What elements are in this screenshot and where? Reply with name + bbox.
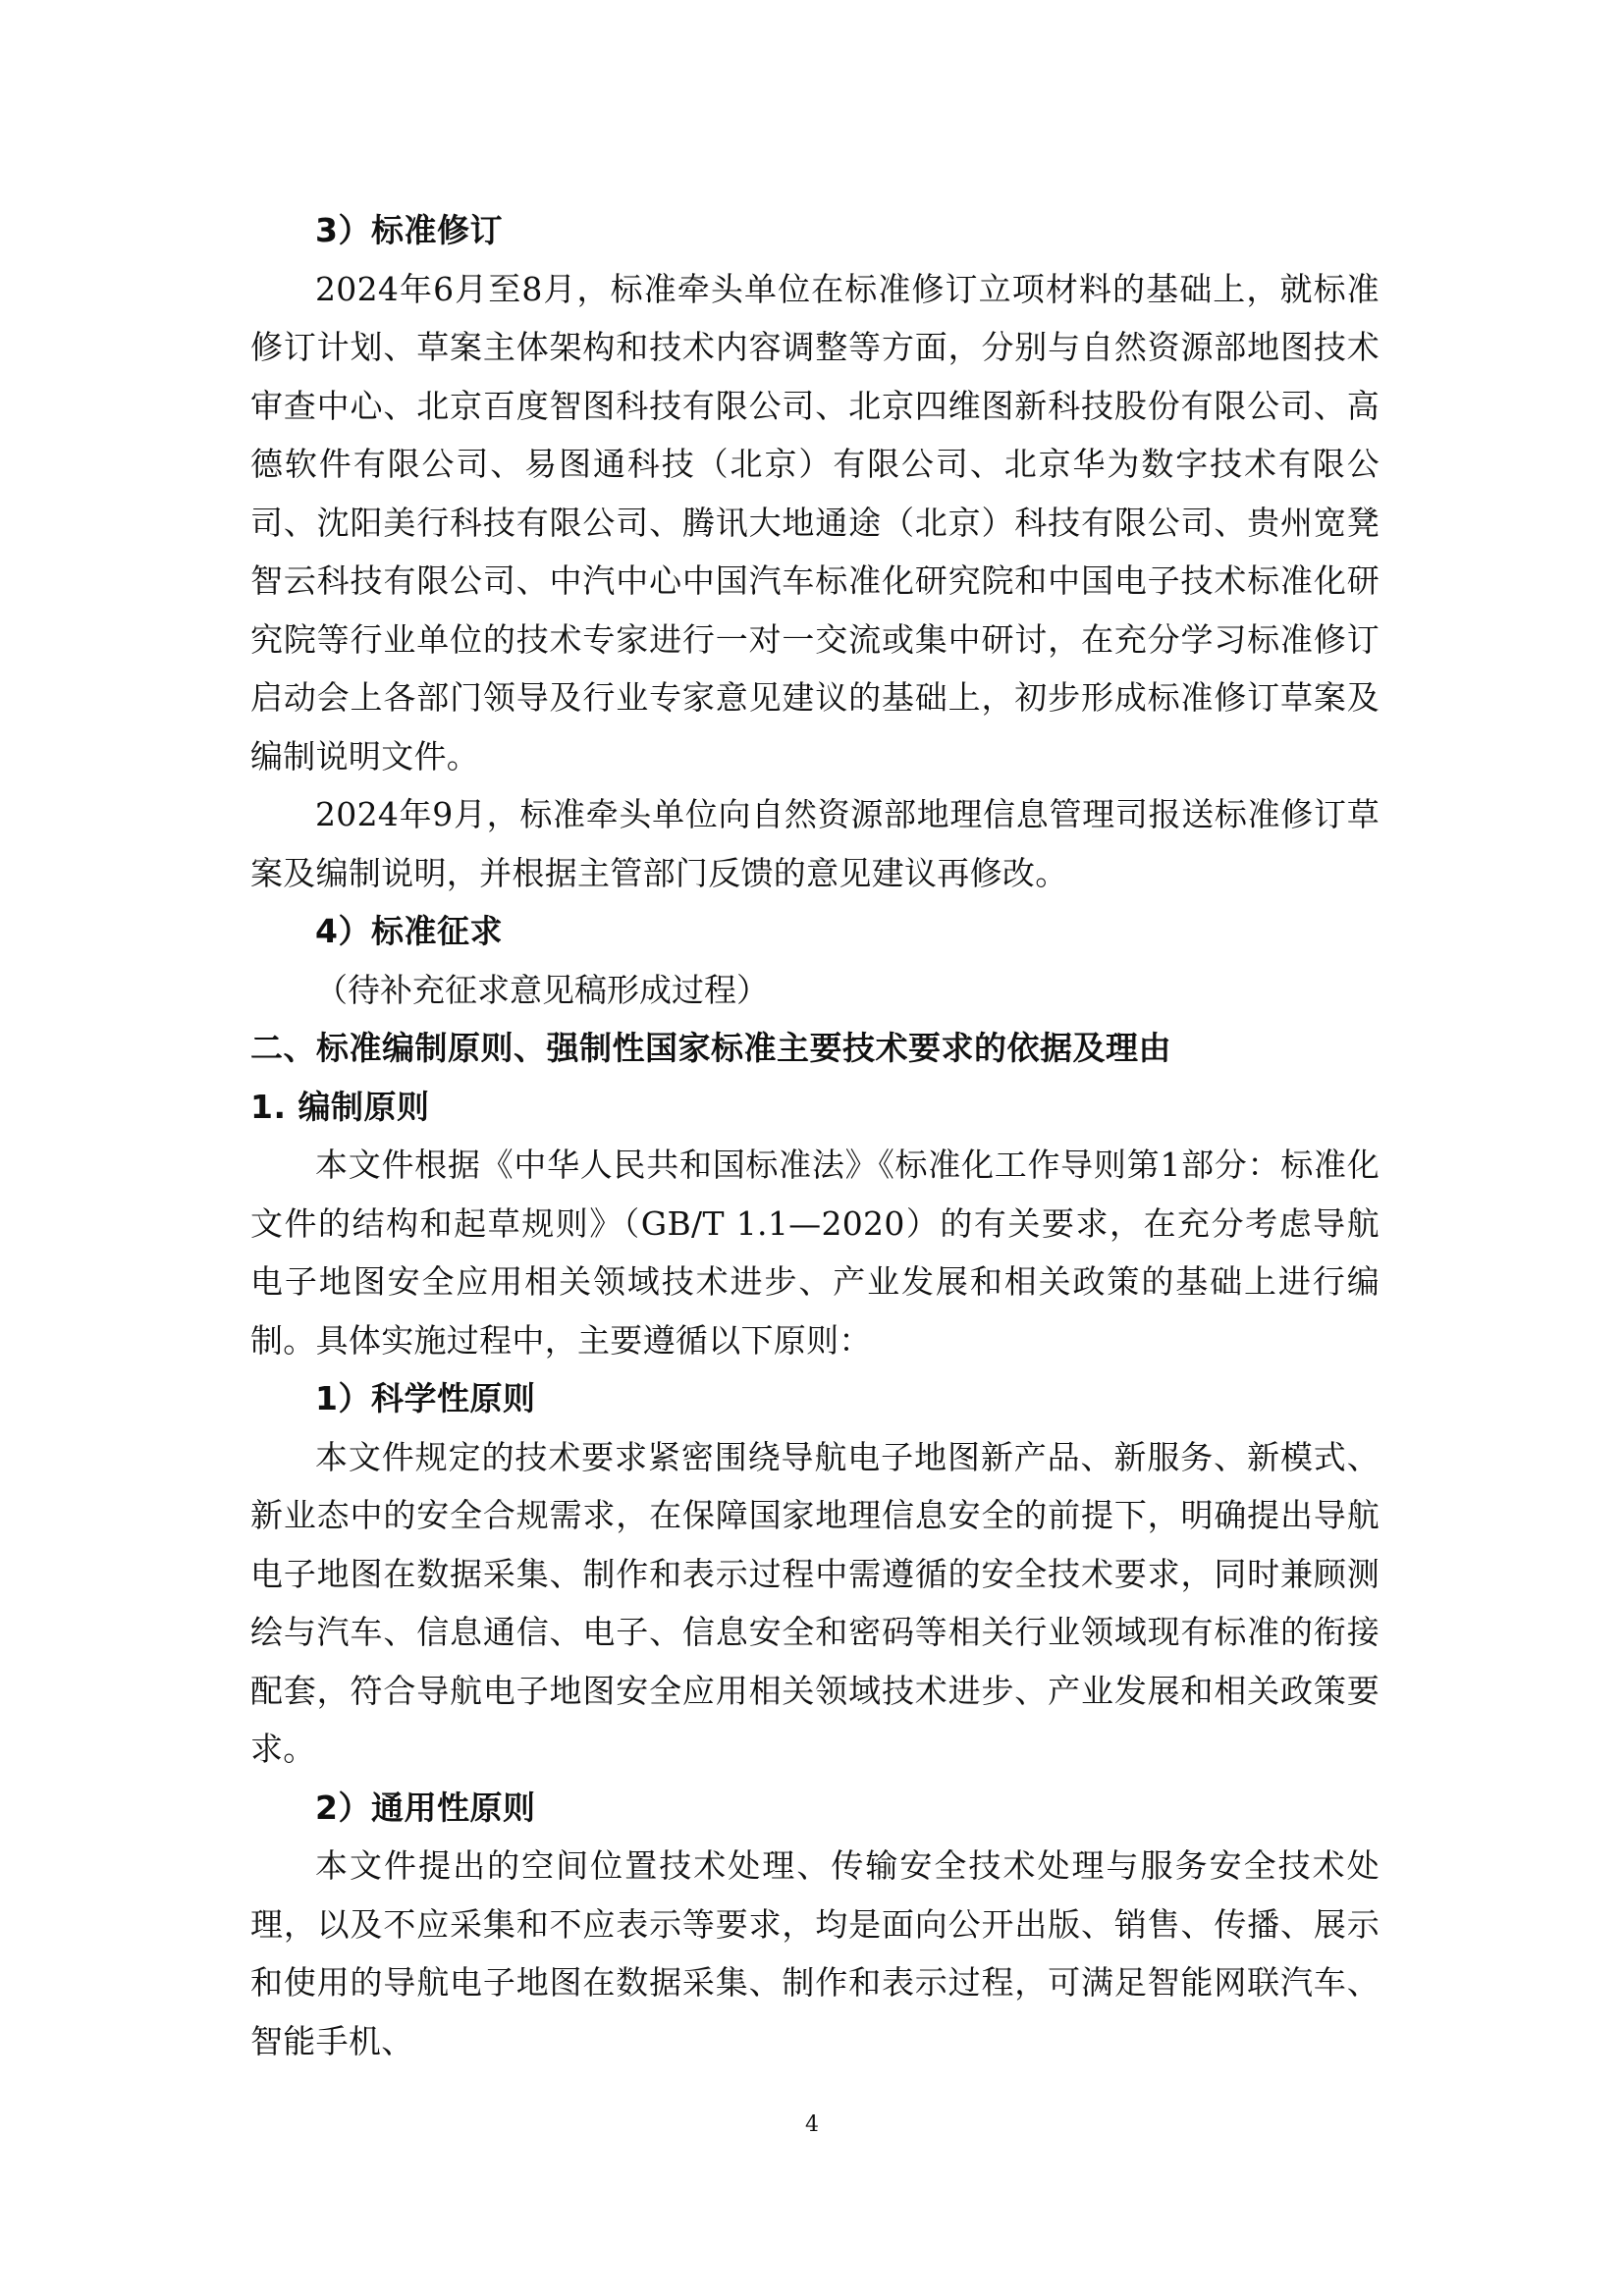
placeholder-note: （待补充征求意见稿形成过程） [315,970,769,1009]
section-heading-standard-consultation: 4）标准征求 [315,912,503,950]
page-number: 4 [805,2112,819,2137]
chapter-heading-principles: 二、标准编制原则、强制性国家标准主要技术要求的依据及理由 [250,1029,1171,1067]
paragraph-revision-process: 2024年6月至8月，标准牵头单位在标准修订立项材料的基础上，就标准修订计划、草案主体架构和技术内容调整等方面，分别与自然资源部地图技术审查中心、北京百度智图科技有限公司、北京四维图新科技股份有限公司、高德软件有限公司、易图通科技（北京）有限公司、北京华为数字技术有限公司、沈阳美行科技有限公司、腾讯大地通途（北京）科技有限公司、贵州宽凳智云科技有限公司、中汽中心中国汽车标准化研究院和中国电子技术标准化研究院等行业单位的技术专家进行一对一交流或集中研讨，在充分学习标准修订启动会上各部门领导及行业专家意见建议的基础上，初步形成标准修订草案及编制说明文件。 [250,269,1380,775]
paragraph-scientific-principle: 本文件规定的技术要求紧密围绕导航电子地图新产品、新服务、新模式、新业态中的安全合规需求，在保障国家地理信息安全的前提下，明确提出导航电子地图在数据采集、制作和表示过程中需遵循的安全技术要求，同时兼顾测绘与汽车、信息通信、电子、信息安全和密码等相关行业领域现有标准的衔接配套，符合导航电子地图安全应用相关领域技术进步、产业发展和相关政策要求。 [250,1437,1380,1768]
paragraph-compilation-basis: 本文件根据《中华人民共和国标准法》《标准化工作导则第1部分：标准化文件的结构和起草规则》（GB/T 1.1—2020）的有关要求，在充分考虑导航电子地图安全应用相关领域技术进步、产业发展和相关政策的基础上进行编制。具体实施过程中，主要遵循以下原则： [250,1146,1380,1360]
principle-heading-generality: 2）通用性原则 [315,1788,536,1827]
document-page [250,201,1380,2070]
paragraph-generality-principle: 本文件提出的空间位置技术处理、传输安全技术处理与服务安全技术处理，以及不应采集和不应表示等要求，均是面向公开出版、销售、传播、展示和使用的导航电子地图在数据采集、制作和表示过程，可满足智能网联汽车、智能手机、 [250,1846,1380,2060]
paragraph-revision-submission: 2024年9月，标准牵头单位向自然资源部地理信息管理司报送标准修订草案及编制说明，并根据主管部门反馈的意见建议再修改。 [250,795,1380,892]
section-heading-standard-revision: 3）标准修订 [315,211,503,249]
subsection-heading-compilation-principles: 1. 编制原则 [250,1087,430,1126]
principle-heading-scientific: 1）科学性原则 [315,1379,536,1417]
